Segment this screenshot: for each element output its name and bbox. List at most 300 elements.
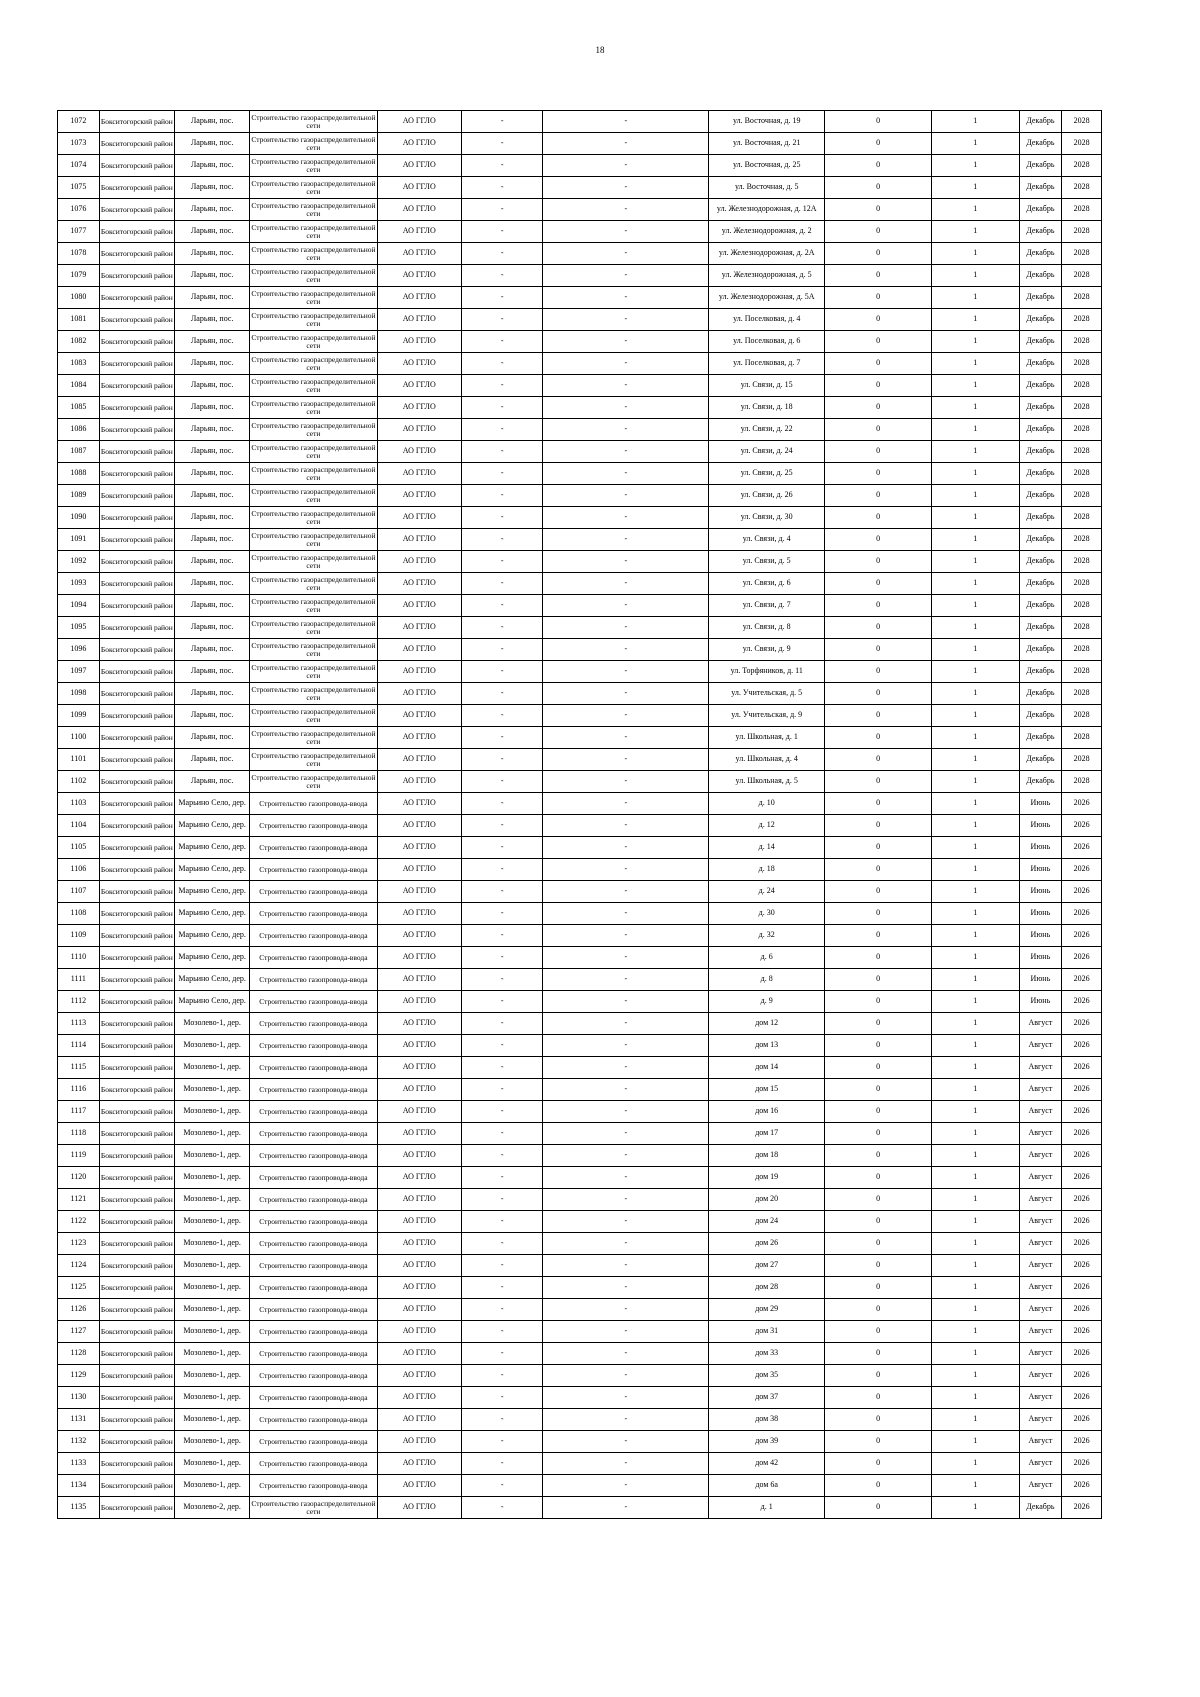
address-cell: д. 1	[709, 1497, 825, 1519]
table-row	[58, 1101, 1102, 1123]
work-type-cell: Строительство газопровода-ввода	[250, 1343, 377, 1365]
district-cell: Бокситогорский район	[99, 1167, 174, 1189]
work-type-cell: Строительство газораспределительной сети	[250, 419, 377, 441]
address-cell: дом 16	[709, 1101, 825, 1123]
column-6-cell: -	[461, 441, 542, 463]
table-row	[58, 1233, 1102, 1255]
column-7-cell: -	[543, 573, 709, 595]
table-row	[58, 969, 1102, 991]
value-a-cell: 0	[825, 683, 932, 705]
district-cell: Бокситогорский район	[99, 573, 174, 595]
month-cell: Декабрь	[1019, 331, 1062, 353]
table-row	[58, 793, 1102, 815]
column-6-cell: -	[461, 177, 542, 199]
value-a-cell: 0	[825, 837, 932, 859]
organization-cell: АО ГГЛО	[377, 485, 461, 507]
row-number-cell: 1083	[58, 353, 100, 375]
column-6-cell: -	[461, 969, 542, 991]
address-cell: дом 31	[709, 1321, 825, 1343]
table-body	[58, 111, 1102, 1519]
organization-cell: АО ГГЛО	[377, 243, 461, 265]
value-a-cell: 0	[825, 1167, 932, 1189]
organization-cell: АО ГГЛО	[377, 1101, 461, 1123]
column-6-cell: -	[461, 1145, 542, 1167]
row-number-cell: 1127	[58, 1321, 100, 1343]
year-cell: 2028	[1062, 155, 1102, 177]
year-cell: 2026	[1062, 903, 1102, 925]
column-7-cell: -	[543, 419, 709, 441]
year-cell: 2026	[1062, 1079, 1102, 1101]
value-b-cell: 1	[932, 947, 1020, 969]
row-number-cell: 1085	[58, 397, 100, 419]
month-cell: Декабрь	[1019, 309, 1062, 331]
row-number-cell: 1084	[58, 375, 100, 397]
district-cell: Бокситогорский район	[99, 1431, 174, 1453]
work-type-cell: Строительство газопровода-ввода	[250, 1431, 377, 1453]
row-number-cell: 1099	[58, 705, 100, 727]
table-row	[58, 639, 1102, 661]
settlement-cell: Марьино Село, дер.	[175, 793, 250, 815]
column-7-cell: -	[543, 749, 709, 771]
table-row	[58, 1387, 1102, 1409]
column-7-cell: -	[543, 1409, 709, 1431]
year-cell: 2026	[1062, 1101, 1102, 1123]
month-cell: Август	[1019, 1035, 1062, 1057]
address-cell: дом 38	[709, 1409, 825, 1431]
value-a-cell: 0	[825, 947, 932, 969]
column-6-cell: -	[461, 793, 542, 815]
row-number-cell: 1126	[58, 1299, 100, 1321]
column-6-cell: -	[461, 309, 542, 331]
settlement-cell: Мозолево-1, дер.	[175, 1299, 250, 1321]
district-cell: Бокситогорский район	[99, 199, 174, 221]
address-cell: ул. Восточная, д. 19	[709, 111, 825, 133]
value-a-cell: 0	[825, 133, 932, 155]
district-cell: Бокситогорский район	[99, 1211, 174, 1233]
address-cell: ул. Учительская, д. 5	[709, 683, 825, 705]
value-b-cell: 1	[932, 353, 1020, 375]
district-cell: Бокситогорский район	[99, 331, 174, 353]
row-number-cell: 1106	[58, 859, 100, 881]
address-cell: д. 12	[709, 815, 825, 837]
district-cell: Бокситогорский район	[99, 1365, 174, 1387]
month-cell: Декабрь	[1019, 265, 1062, 287]
year-cell: 2026	[1062, 1013, 1102, 1035]
organization-cell: АО ГГЛО	[377, 177, 461, 199]
work-type-cell: Строительство газораспределительной сети	[250, 221, 377, 243]
value-b-cell: 1	[932, 705, 1020, 727]
value-a-cell: 0	[825, 771, 932, 793]
column-6-cell: -	[461, 1013, 542, 1035]
column-7-cell: -	[543, 199, 709, 221]
value-b-cell: 1	[932, 1123, 1020, 1145]
month-cell: Декабрь	[1019, 397, 1062, 419]
month-cell: Август	[1019, 1277, 1062, 1299]
work-type-cell: Строительство газораспределительной сети	[250, 199, 377, 221]
year-cell: 2026	[1062, 1431, 1102, 1453]
address-cell: ул. Связи, д. 5	[709, 551, 825, 573]
column-6-cell: -	[461, 133, 542, 155]
value-a-cell: 0	[825, 551, 932, 573]
settlement-cell: Мозолево-1, дер.	[175, 1123, 250, 1145]
organization-cell: АО ГГЛО	[377, 419, 461, 441]
column-7-cell: -	[543, 155, 709, 177]
row-number-cell: 1122	[58, 1211, 100, 1233]
settlement-cell: Ларьян, пос.	[175, 397, 250, 419]
value-b-cell: 1	[932, 177, 1020, 199]
value-a-cell: 0	[825, 1211, 932, 1233]
month-cell: Август	[1019, 1189, 1062, 1211]
value-b-cell: 1	[932, 1035, 1020, 1057]
work-type-cell: Строительство газопровода-ввода	[250, 1299, 377, 1321]
year-cell: 2028	[1062, 617, 1102, 639]
value-a-cell: 0	[825, 881, 932, 903]
settlement-cell: Ларьян, пос.	[175, 551, 250, 573]
district-cell: Бокситогорский район	[99, 727, 174, 749]
district-cell: Бокситогорский район	[99, 1079, 174, 1101]
value-a-cell: 0	[825, 1145, 932, 1167]
district-cell: Бокситогорский район	[99, 221, 174, 243]
address-cell: д. 6	[709, 947, 825, 969]
row-number-cell: 1076	[58, 199, 100, 221]
column-6-cell: -	[461, 1431, 542, 1453]
year-cell: 2028	[1062, 397, 1102, 419]
work-type-cell: Строительство газораспределительной сети	[250, 771, 377, 793]
row-number-cell: 1073	[58, 133, 100, 155]
work-type-cell: Строительство газораспределительной сети	[250, 705, 377, 727]
value-a-cell: 0	[825, 727, 932, 749]
work-type-cell: Строительство газораспределительной сети	[250, 287, 377, 309]
organization-cell: АО ГГЛО	[377, 375, 461, 397]
address-cell: дом 19	[709, 1167, 825, 1189]
month-cell: Декабрь	[1019, 1497, 1062, 1519]
table-row	[58, 837, 1102, 859]
column-7-cell: -	[543, 353, 709, 375]
month-cell: Июнь	[1019, 793, 1062, 815]
work-type-cell: Строительство газораспределительной сети	[250, 243, 377, 265]
row-number-cell: 1075	[58, 177, 100, 199]
table-row	[58, 397, 1102, 419]
table-row	[58, 595, 1102, 617]
column-6-cell: -	[461, 1123, 542, 1145]
row-number-cell: 1135	[58, 1497, 100, 1519]
year-cell: 2028	[1062, 463, 1102, 485]
value-b-cell: 1	[932, 1101, 1020, 1123]
organization-cell: АО ГГЛО	[377, 1233, 461, 1255]
year-cell: 2026	[1062, 969, 1102, 991]
work-type-cell: Строительство газораспределительной сети	[250, 573, 377, 595]
value-b-cell: 1	[932, 111, 1020, 133]
settlement-cell: Ларьян, пос.	[175, 375, 250, 397]
table-row	[58, 705, 1102, 727]
value-b-cell: 1	[932, 287, 1020, 309]
organization-cell: АО ГГЛО	[377, 551, 461, 573]
row-number-cell: 1082	[58, 331, 100, 353]
column-6-cell: -	[461, 749, 542, 771]
value-b-cell: 1	[932, 1343, 1020, 1365]
column-7-cell: -	[543, 617, 709, 639]
month-cell: Декабрь	[1019, 595, 1062, 617]
settlement-cell: Марьино Село, дер.	[175, 947, 250, 969]
address-cell: ул. Железнодорожная, д. 2	[709, 221, 825, 243]
month-cell: Декабрь	[1019, 463, 1062, 485]
table-row	[58, 1409, 1102, 1431]
value-a-cell: 0	[825, 1497, 932, 1519]
value-a-cell: 0	[825, 749, 932, 771]
organization-cell: АО ГГЛО	[377, 1035, 461, 1057]
district-cell: Бокситогорский район	[99, 705, 174, 727]
month-cell: Декабрь	[1019, 177, 1062, 199]
year-cell: 2026	[1062, 1035, 1102, 1057]
table-row	[58, 551, 1102, 573]
column-6-cell: -	[461, 1497, 542, 1519]
address-cell: ул. Связи, д. 4	[709, 529, 825, 551]
value-a-cell: 0	[825, 1321, 932, 1343]
value-b-cell: 1	[932, 639, 1020, 661]
value-b-cell: 1	[932, 1079, 1020, 1101]
year-cell: 2026	[1062, 1123, 1102, 1145]
address-cell: д. 32	[709, 925, 825, 947]
address-cell: д. 18	[709, 859, 825, 881]
district-cell: Бокситогорский район	[99, 419, 174, 441]
column-7-cell: -	[543, 1057, 709, 1079]
settlement-cell: Мозолево-1, дер.	[175, 1409, 250, 1431]
organization-cell: АО ГГЛО	[377, 837, 461, 859]
value-b-cell: 1	[932, 1475, 1020, 1497]
value-a-cell: 0	[825, 155, 932, 177]
row-number-cell: 1129	[58, 1365, 100, 1387]
month-cell: Декабрь	[1019, 573, 1062, 595]
address-cell: дом 6а	[709, 1475, 825, 1497]
work-type-cell: Строительство газораспределительной сети	[250, 639, 377, 661]
value-a-cell: 0	[825, 419, 932, 441]
work-type-cell: Строительство газопровода-ввода	[250, 969, 377, 991]
district-cell: Бокситогорский район	[99, 1277, 174, 1299]
column-6-cell: -	[461, 1321, 542, 1343]
month-cell: Август	[1019, 1013, 1062, 1035]
column-7-cell: -	[543, 1343, 709, 1365]
address-cell: ул. Связи, д. 25	[709, 463, 825, 485]
value-b-cell: 1	[932, 903, 1020, 925]
month-cell: Июнь	[1019, 903, 1062, 925]
address-cell: д. 9	[709, 991, 825, 1013]
value-a-cell: 0	[825, 639, 932, 661]
work-type-cell: Строительство газопровода-ввода	[250, 1321, 377, 1343]
settlement-cell: Ларьян, пос.	[175, 683, 250, 705]
column-7-cell: -	[543, 133, 709, 155]
row-number-cell: 1115	[58, 1057, 100, 1079]
value-b-cell: 1	[932, 859, 1020, 881]
table-row	[58, 1321, 1102, 1343]
address-cell: дом 15	[709, 1079, 825, 1101]
work-type-cell: Строительство газораспределительной сети	[250, 507, 377, 529]
address-cell: ул. Связи, д. 26	[709, 485, 825, 507]
district-cell: Бокситогорский район	[99, 1453, 174, 1475]
district-cell: Бокситогорский район	[99, 793, 174, 815]
table-row	[58, 1079, 1102, 1101]
address-cell: ул. Связи, д. 9	[709, 639, 825, 661]
value-a-cell: 0	[825, 815, 932, 837]
work-type-cell: Строительство газопровода-ввода	[250, 925, 377, 947]
month-cell: Декабрь	[1019, 243, 1062, 265]
column-6-cell: -	[461, 221, 542, 243]
settlement-cell: Ларьян, пос.	[175, 155, 250, 177]
address-cell: д. 10	[709, 793, 825, 815]
district-cell: Бокситогорский район	[99, 1475, 174, 1497]
table-row	[58, 771, 1102, 793]
year-cell: 2028	[1062, 309, 1102, 331]
column-6-cell: -	[461, 265, 542, 287]
year-cell: 2028	[1062, 573, 1102, 595]
month-cell: Август	[1019, 1321, 1062, 1343]
column-6-cell: -	[461, 573, 542, 595]
value-a-cell: 0	[825, 903, 932, 925]
settlement-cell: Марьино Село, дер.	[175, 991, 250, 1013]
value-a-cell: 0	[825, 859, 932, 881]
organization-cell: АО ГГЛО	[377, 771, 461, 793]
data-table	[57, 110, 1102, 1519]
district-cell: Бокситогорский район	[99, 1409, 174, 1431]
column-7-cell: -	[543, 1035, 709, 1057]
settlement-cell: Ларьян, пос.	[175, 111, 250, 133]
column-6-cell: -	[461, 925, 542, 947]
year-cell: 2026	[1062, 1167, 1102, 1189]
settlement-cell: Мозолево-1, дер.	[175, 1013, 250, 1035]
year-cell: 2026	[1062, 1145, 1102, 1167]
column-7-cell: -	[543, 859, 709, 881]
column-6-cell: -	[461, 1453, 542, 1475]
column-6-cell: -	[461, 683, 542, 705]
column-6-cell: -	[461, 111, 542, 133]
month-cell: Декабрь	[1019, 441, 1062, 463]
address-cell: ул. Восточная, д. 25	[709, 155, 825, 177]
district-cell: Бокситогорский район	[99, 639, 174, 661]
settlement-cell: Мозолево-1, дер.	[175, 1365, 250, 1387]
row-number-cell: 1109	[58, 925, 100, 947]
value-a-cell: 0	[825, 353, 932, 375]
organization-cell: АО ГГЛО	[377, 309, 461, 331]
settlement-cell: Мозолево-1, дер.	[175, 1431, 250, 1453]
row-number-cell: 1080	[58, 287, 100, 309]
work-type-cell: Строительство газопровода-ввода	[250, 903, 377, 925]
row-number-cell: 1089	[58, 485, 100, 507]
address-cell: дом 20	[709, 1189, 825, 1211]
value-a-cell: 0	[825, 265, 932, 287]
organization-cell: АО ГГЛО	[377, 1497, 461, 1519]
value-b-cell: 1	[932, 925, 1020, 947]
organization-cell: АО ГГЛО	[377, 1013, 461, 1035]
address-cell: ул. Связи, д. 18	[709, 397, 825, 419]
district-cell: Бокситогорский район	[99, 1101, 174, 1123]
work-type-cell: Строительство газопровода-ввода	[250, 837, 377, 859]
column-6-cell: -	[461, 837, 542, 859]
settlement-cell: Ларьян, пос.	[175, 529, 250, 551]
address-cell: дом 29	[709, 1299, 825, 1321]
address-cell: ул. Школьная, д. 4	[709, 749, 825, 771]
settlement-cell: Ларьян, пос.	[175, 705, 250, 727]
work-type-cell: Строительство газораспределительной сети	[250, 309, 377, 331]
row-number-cell: 1094	[58, 595, 100, 617]
month-cell: Август	[1019, 1145, 1062, 1167]
row-number-cell: 1112	[58, 991, 100, 1013]
value-a-cell: 0	[825, 243, 932, 265]
column-7-cell: -	[543, 111, 709, 133]
organization-cell: АО ГГЛО	[377, 1453, 461, 1475]
row-number-cell: 1081	[58, 309, 100, 331]
value-b-cell: 1	[932, 1013, 1020, 1035]
organization-cell: АО ГГЛО	[377, 1409, 461, 1431]
work-type-cell: Строительство газопровода-ввода	[250, 947, 377, 969]
month-cell: Август	[1019, 1387, 1062, 1409]
work-type-cell: Строительство газораспределительной сети	[250, 749, 377, 771]
settlement-cell: Ларьян, пос.	[175, 749, 250, 771]
column-6-cell: -	[461, 617, 542, 639]
settlement-cell: Мозолево-1, дер.	[175, 1035, 250, 1057]
row-number-cell: 1074	[58, 155, 100, 177]
row-number-cell: 1117	[58, 1101, 100, 1123]
work-type-cell: Строительство газораспределительной сети	[250, 727, 377, 749]
value-a-cell: 0	[825, 1255, 932, 1277]
row-number-cell: 1086	[58, 419, 100, 441]
row-number-cell: 1088	[58, 463, 100, 485]
month-cell: Июнь	[1019, 925, 1062, 947]
settlement-cell: Ларьян, пос.	[175, 771, 250, 793]
column-7-cell: -	[543, 1013, 709, 1035]
column-7-cell: -	[543, 1321, 709, 1343]
value-a-cell: 0	[825, 1343, 932, 1365]
settlement-cell: Ларьян, пос.	[175, 419, 250, 441]
year-cell: 2028	[1062, 199, 1102, 221]
address-cell: дом 35	[709, 1365, 825, 1387]
row-number-cell: 1108	[58, 903, 100, 925]
row-number-cell: 1078	[58, 243, 100, 265]
organization-cell: АО ГГЛО	[377, 881, 461, 903]
value-a-cell: 0	[825, 111, 932, 133]
value-b-cell: 1	[932, 771, 1020, 793]
table-row	[58, 947, 1102, 969]
address-cell: д. 24	[709, 881, 825, 903]
year-cell: 2026	[1062, 1299, 1102, 1321]
organization-cell: АО ГГЛО	[377, 1167, 461, 1189]
value-b-cell: 1	[932, 1277, 1020, 1299]
address-cell: дом 33	[709, 1343, 825, 1365]
district-cell: Бокситогорский район	[99, 111, 174, 133]
column-7-cell: -	[543, 331, 709, 353]
district-cell: Бокситогорский район	[99, 463, 174, 485]
column-7-cell: -	[543, 529, 709, 551]
value-a-cell: 0	[825, 485, 932, 507]
organization-cell: АО ГГЛО	[377, 1057, 461, 1079]
year-cell: 2028	[1062, 375, 1102, 397]
settlement-cell: Мозолево-1, дер.	[175, 1189, 250, 1211]
value-a-cell: 0	[825, 1475, 932, 1497]
table-row	[58, 1475, 1102, 1497]
year-cell: 2028	[1062, 485, 1102, 507]
column-7-cell: -	[543, 595, 709, 617]
table-row	[58, 1123, 1102, 1145]
value-b-cell: 1	[932, 1387, 1020, 1409]
work-type-cell: Строительство газопровода-ввода	[250, 1123, 377, 1145]
column-7-cell: -	[543, 375, 709, 397]
value-a-cell: 0	[825, 1189, 932, 1211]
work-type-cell: Строительство газопровода-ввода	[250, 815, 377, 837]
organization-cell: АО ГГЛО	[377, 353, 461, 375]
organization-cell: АО ГГЛО	[377, 1431, 461, 1453]
address-cell: ул. Восточная, д. 21	[709, 133, 825, 155]
work-type-cell: Строительство газопровода-ввода	[250, 1211, 377, 1233]
value-a-cell: 0	[825, 1387, 932, 1409]
column-6-cell: -	[461, 463, 542, 485]
